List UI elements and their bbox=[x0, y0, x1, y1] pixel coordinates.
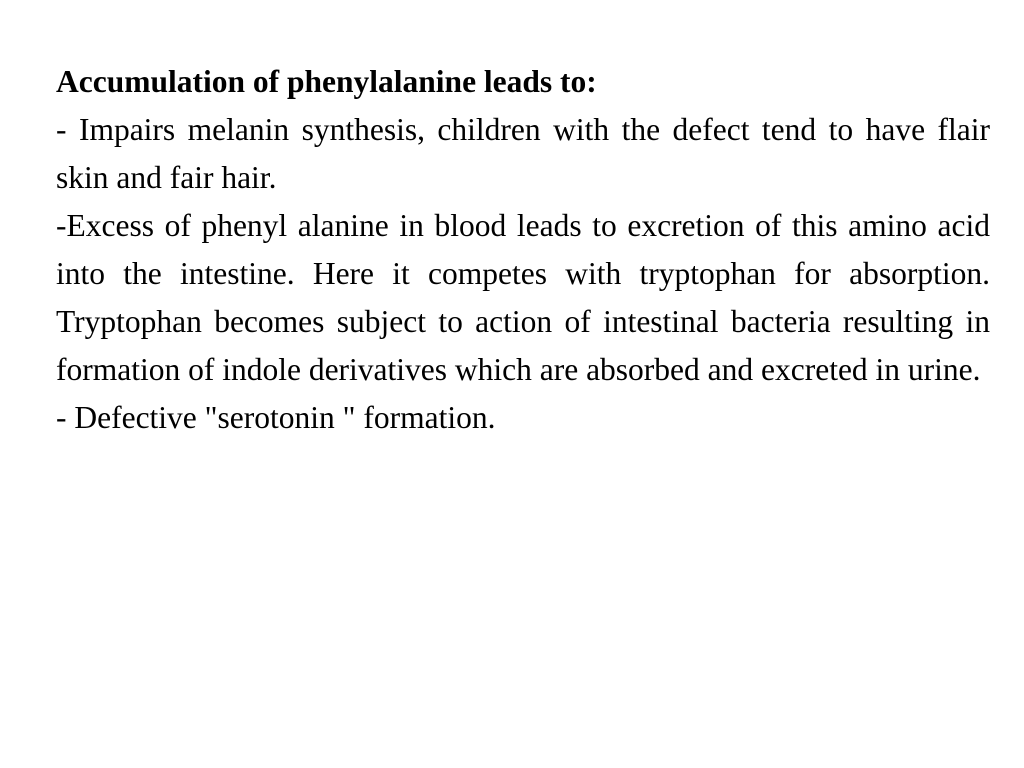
paragraph-melanin: - Impairs melanin synthesis, children with the defect tend to have flair skin and fair hair. bbox=[56, 112, 990, 195]
slide-title: Accumulation of phenylalanine leads to: bbox=[56, 64, 597, 99]
paragraph-excess-phenylalanine: -Excess of phenyl alanine in blood leads to excretion of this amino acid into the intestine. Here it competes with tryptophan for absorption. Tryptophan becomes subject to action of intestinal bacteria resulting in formation of indole derivatives which are absorbed and excreted in urine. bbox=[56, 208, 990, 387]
paragraph-serotonin: - Defective "serotonin " formation. bbox=[56, 400, 496, 435]
slide-body bbox=[56, 58, 990, 442]
